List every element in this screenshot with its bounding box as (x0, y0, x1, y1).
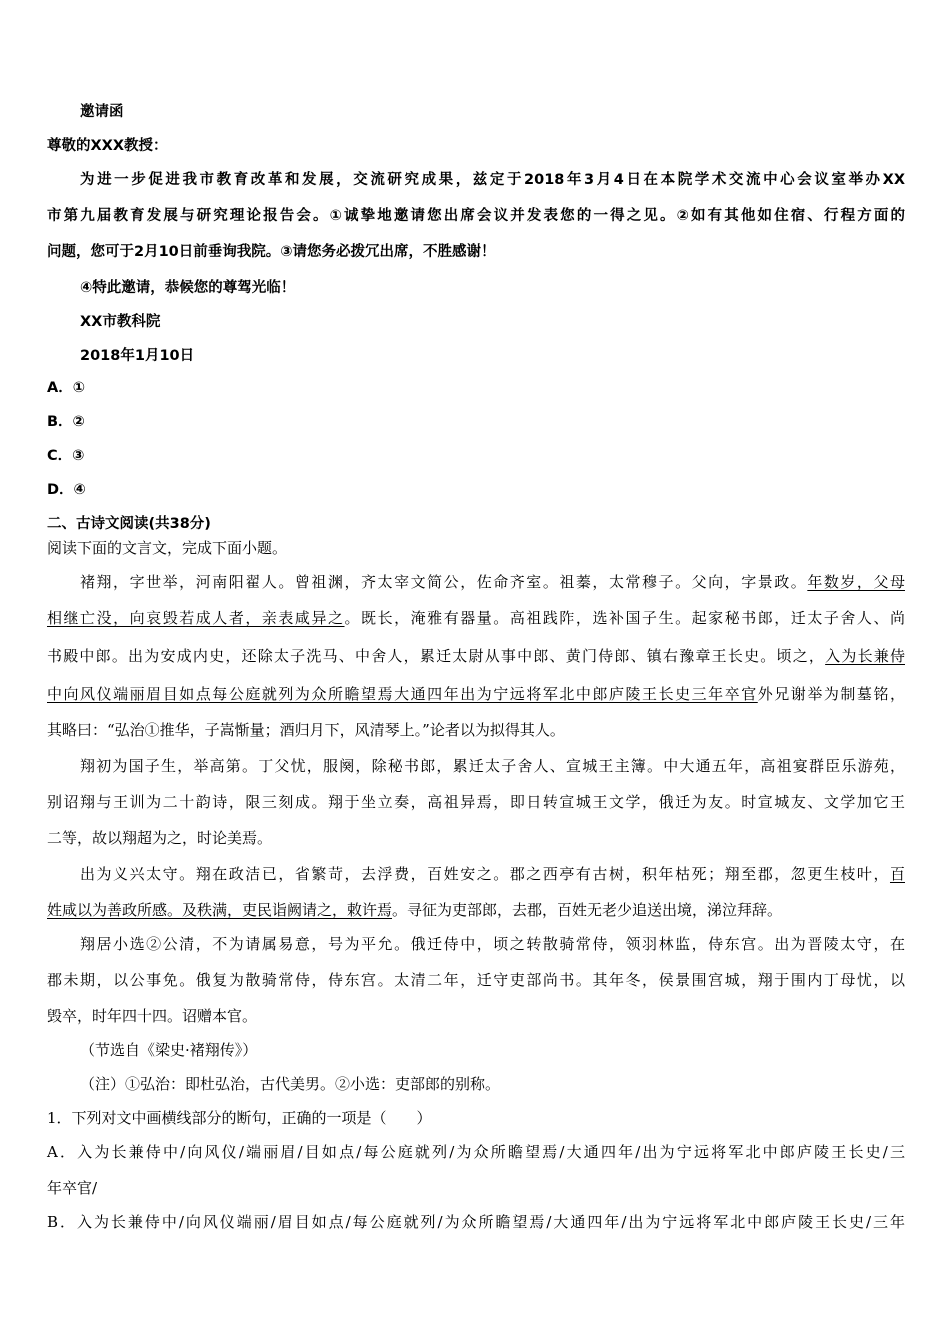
invitation-title: 邀请函 (80, 104, 124, 120)
question-option-b[interactable]: B．入为长兼侍中/向风仪端丽/眉目如点/每公庭就列/为众所瞻望焉/大通四年/出为宁远将军北中郎庐陵王长史/三年 (47, 1213, 905, 1231)
passage-line: 出为义兴太守。翔在政洁已，省繁苛，去浮费，百姓安之。郡之西亭有古树，积年枯死；翔至郡，忽更生枝叶，百 (80, 865, 905, 883)
question-stem: 1．下列对文中画横线部分的断句，正确的一项是（ ） (47, 1109, 432, 1127)
passage-line: 其略曰：“弘治①推华，子嵩惭量；酒归月下，风清琴上。”论者以为拟得其人。 (47, 721, 565, 739)
passage-line: 别诏翔与王训为二十韵诗，限三刻成。翔于坐立奏，高祖异焉，即日转宣城王文学，俄迁为友。时宣城友、文学加它王 (47, 793, 905, 811)
passage-source: （节选自《梁史·褚翔传》） (80, 1041, 258, 1059)
passage-line: 相继亡没，向哀毁若成人者，亲表咸异之。既长，淹雅有器量。高祖践阼，选补国子生。起家秘书郎，迁太子舍人、尚 (47, 609, 905, 627)
section-instruction: 阅读下面的文言文，完成下面小题。 (47, 539, 288, 557)
underlined-text: 入为长兼侍 (825, 647, 905, 665)
question-option-a[interactable]: A．入为长兼侍中/向风仪/端丽眉/目如点/每公庭就列/为众所瞻望焉/大通四年/出为宁远将军北中郎庐陵王长史/三 (47, 1143, 905, 1161)
underlined-text: 百 (889, 865, 905, 883)
invitation-sender: XX市教科院 (80, 314, 161, 330)
underlined-text: 年数岁，父母 (807, 573, 905, 591)
passage-line: 二等，故以翔超为之，时论美焉。 (47, 829, 273, 847)
invitation-body-line: 市第九届教育发展与研究理论报告会。①诚挚地邀请您出席会议并发表您的一得之见。②如有其他如住宿、行程方面的 (47, 208, 905, 224)
invitation-body-line: ④特此邀请，恭候您的尊驾光临！ (80, 280, 296, 296)
invitation-body-line: 为进一步促进我市教育改革和发展，交流研究成果，兹定于2018年3月4日在本院学术交流中心会议室举办XX (80, 172, 905, 188)
invitation-salutation: 尊敬的XXX教授： (47, 138, 168, 154)
question-option-a-cont: 年卒官/ (47, 1179, 98, 1197)
option-d[interactable]: D．④ (47, 482, 86, 498)
passage-line: 书殿中郎。出为安成内史，还除太子洗马、中舍人，累迁太尉从事中郎、黄门侍郎、镇右豫章王长史。顷之，入为长兼侍 (47, 647, 905, 665)
underlined-text: 相继亡没，向哀毁若成人者，亲表咸异之 (47, 609, 345, 627)
passage-line: 郡未期，以公事免。俄复为散骑常侍，侍东宫。太清二年，迁守吏部尚书。其年冬，侯景围宫城，翔于围内丁母忧，以 (47, 971, 905, 989)
invitation-date: 2018年1月10日 (80, 348, 195, 364)
passage-note: （注）①弘治：即杜弘治，古代美男。②小选：吏部郎的别称。 (80, 1075, 501, 1093)
passage-line: 中向风仪端丽眉目如点每公庭就列为众所瞻望焉大通四年出为宁远将军北中郎庐陵王长史三年卒官外兄谢举为制墓铭， (47, 685, 905, 703)
passage-line: 毁卒，时年四十四。诏赠本官。 (47, 1007, 258, 1025)
underlined-text: 中向风仪端丽眉目如点每公庭就列为众所瞻望焉大通四年出为宁远将军北中郎庐陵王长史三年卒官 (47, 685, 758, 703)
invitation-body-line: 问题，您可于2月10日前垂询我院。③请您务必拨冗出席，不胜感谢！ (47, 244, 496, 260)
option-a[interactable]: A．① (47, 380, 85, 396)
passage-line: 翔初为国子生，举高第。丁父忧，服阕，除秘书郎，累迁太子舍人、宣城王主簿。中大通五年，高祖宴群臣乐游苑， (80, 757, 905, 775)
option-b[interactable]: B．② (47, 414, 85, 430)
passage-line: 姓咸以为善政所感。及秩满，吏民诣阙请之，敕许焉。寻征为吏部郎，去郡，百姓无老少追送出境，涕泣拜辞。 (47, 901, 783, 919)
option-c[interactable]: C．③ (47, 448, 85, 464)
passage-line: 褚翔，字世举，河南阳翟人。曾祖渊，齐太宰文简公，佐命齐室。祖蓁，太常穆子。父向，字景政。年数岁，父母 (80, 573, 905, 591)
section-heading: 二、古诗文阅读(共38分) (47, 516, 211, 532)
underlined-text: 姓咸以为善政所感。及秩满，吏民诣阙请之，敕许焉 (47, 901, 393, 919)
passage-line: 翔居小选②公清，不为请属易意，号为平允。俄迁侍中，顷之转散骑常侍，领羽林监，侍东宫。出为晋陵太守，在 (80, 935, 905, 953)
